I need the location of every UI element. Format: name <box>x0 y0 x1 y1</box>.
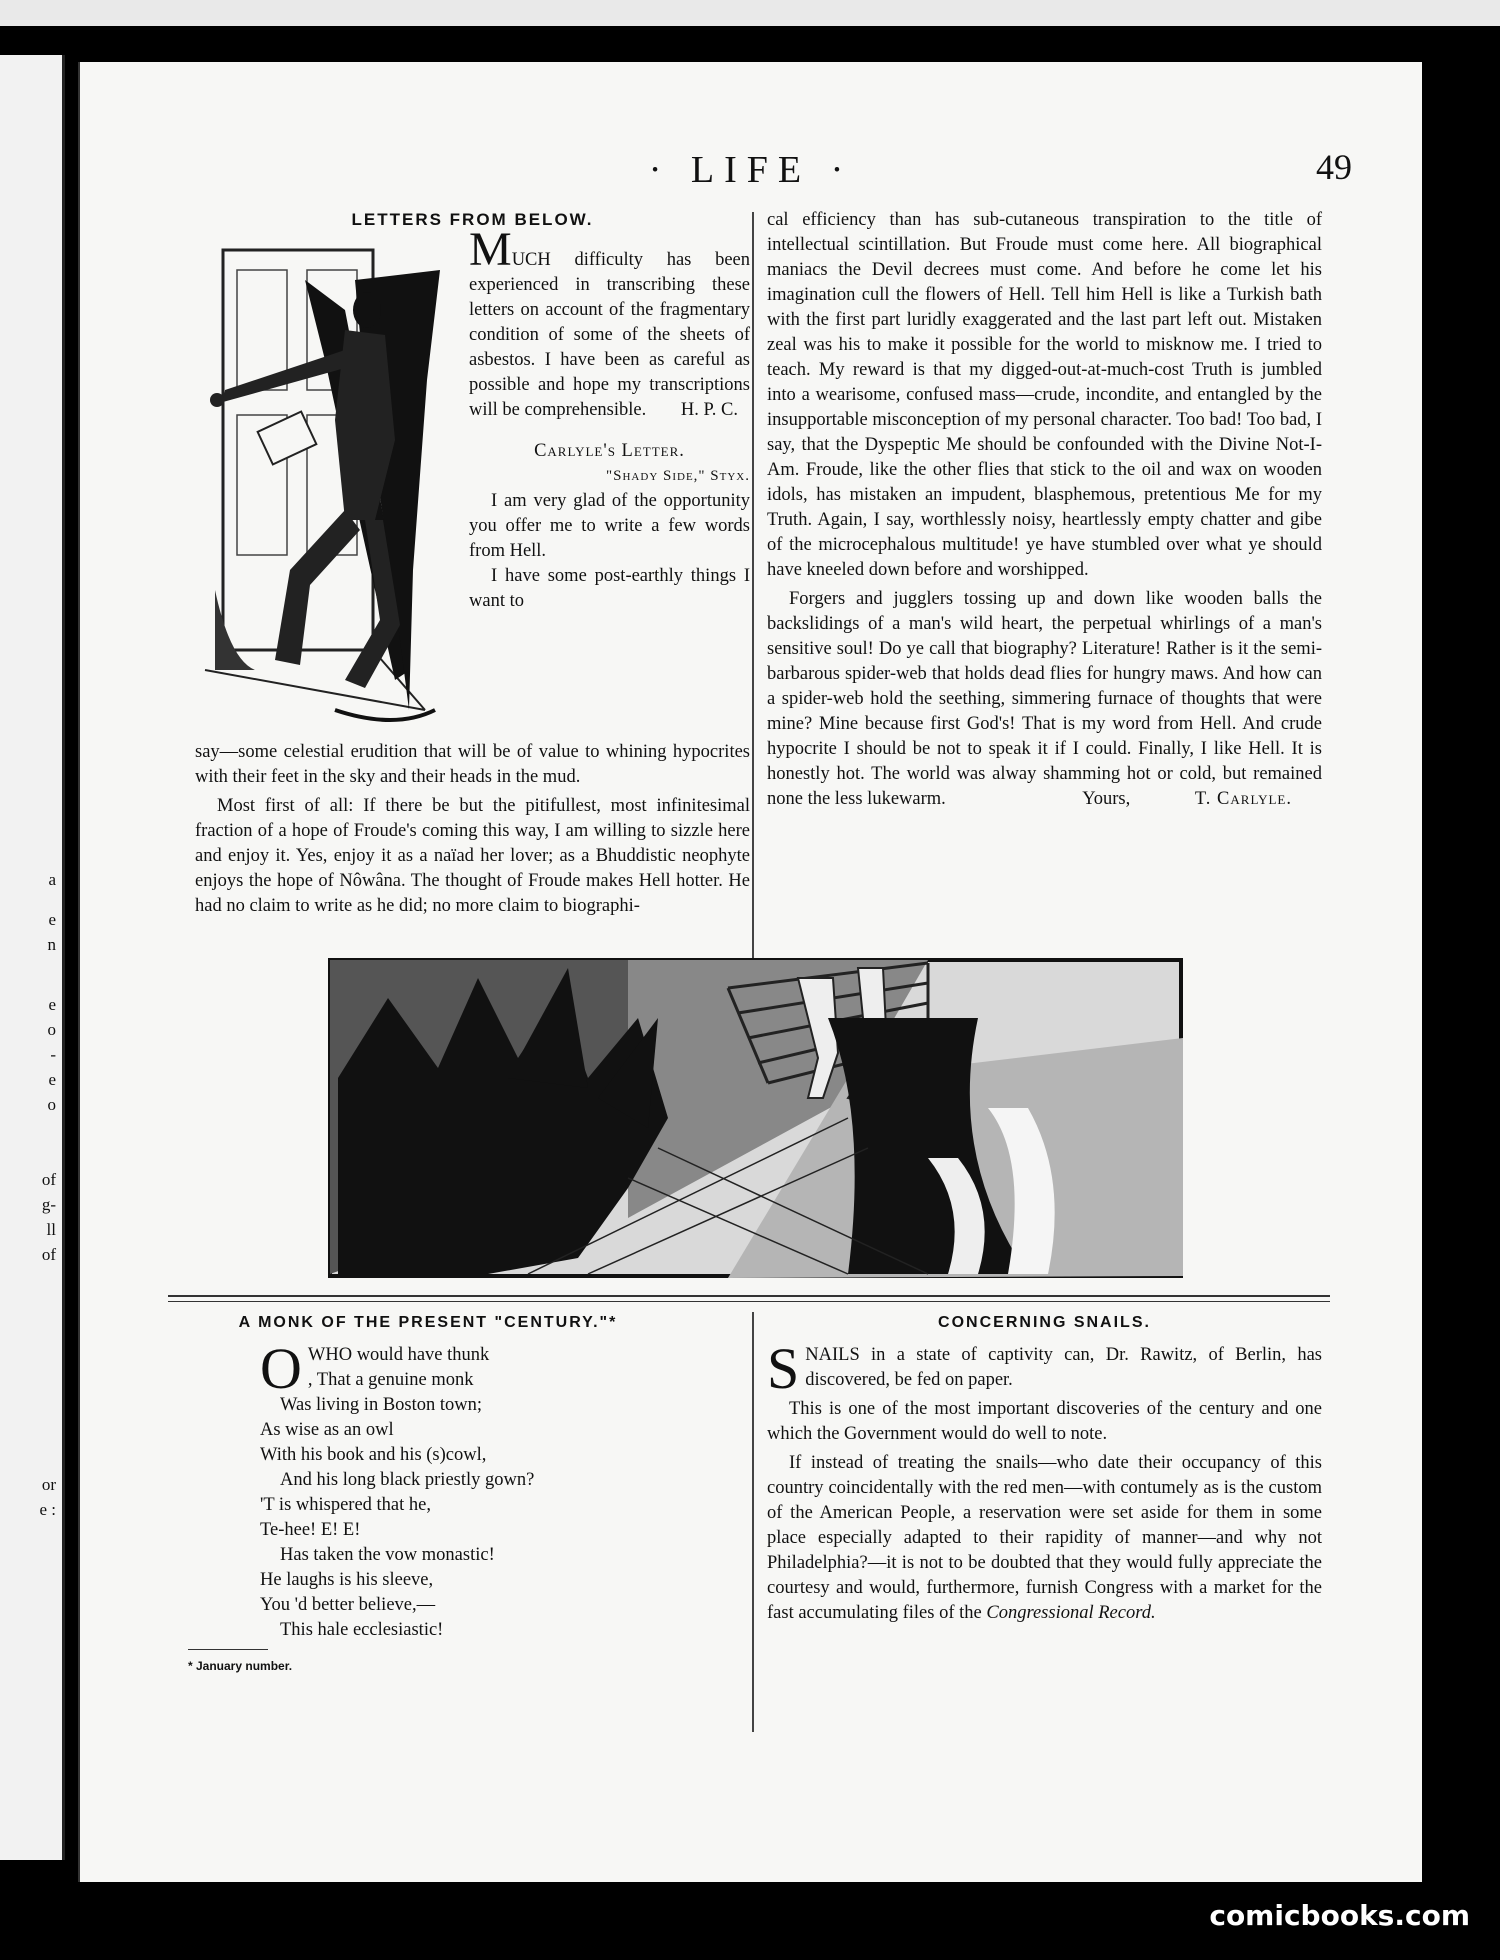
fragment-text: e <box>48 995 56 1014</box>
poem-line: , That a genuine monk <box>307 1370 474 1390</box>
fragment-text: a <box>48 870 56 889</box>
monk-dropcap: O <box>260 1336 302 1401</box>
poem-line: This hale ecclesiastic! <box>280 1620 444 1640</box>
hell-scene-illustration <box>328 958 1183 1278</box>
masthead-title: · LIFE · <box>648 149 854 191</box>
letter-paragraph-3: Most first of all: If there be but the pitifullest, most infinitesimal fraction of a hope of Froude's coming this way, I am willing to sizzle here and enjoy it. Yes, enjoy it as a naïad her lover; as a Bhuddistic neophyte enjoys the hope of Nôwâna. The thought of Froude makes Hell hotter. He had no claim to write as he did; no more claim to biographi- <box>195 796 750 916</box>
letter-title: Carlyle's Letter. <box>534 441 685 461</box>
intro-signature: H. P. C. <box>680 400 738 420</box>
section-divider <box>168 1295 1330 1302</box>
fragment-text: - <box>50 1045 56 1064</box>
poem-line: 'T is whispered that he, <box>260 1495 431 1515</box>
intro-text: UCH difficulty has been experienced in transcribing these letters on account of the fragmentary condition of some of the sheets of asbestos. I have been as careful as possible and hope my transcriptions will be comprehensible. <box>469 250 750 420</box>
poem-line: And his long black priestly gown? <box>280 1470 535 1490</box>
poem-line: You 'd better believe,— <box>260 1595 436 1615</box>
fragment-text: e <box>48 1070 56 1089</box>
snails-paragraph-2: This is one of the most important discoveries of the century and one which the Government would do well to note. <box>767 1399 1322 1444</box>
column-divider <box>752 1312 754 1732</box>
poem-line: Has taken the vow monastic! <box>280 1545 495 1565</box>
fragment-text: ll <box>46 1220 56 1239</box>
letter-paragraph-5: Forgers and jugglers tossing up and down like wooden balls the backslidings of a man's wild heart, the perpetual whirlings of a man's sensitive soul! Do ye call that biography? Literature! Rather is it the semi-barbarous spider-web that holds dead flies for hungry maws. And how can a spider-web hold the seething, simmering furnace of thoughts that were mine? Mine because first God's! That is my word from Hell. And crude hypocrite I should be not to speak it if I could. Finally, I like Hell. It is honestly hot. The world was alway shamming hot or cold, but remained none the less lukewarm. <box>767 589 1322 809</box>
snails-column <box>767 1310 1322 1626</box>
letter-signature: T. Carlyle. <box>1194 789 1292 809</box>
monk-heading: A MONK OF THE PRESENT "CENTURY."* <box>238 1314 618 1331</box>
letter-paragraph-1: I am very glad of the opportunity you offer me to write a few words from Hell. <box>469 491 750 561</box>
footnote-rule <box>188 1649 268 1650</box>
fragment-text: of <box>41 1170 56 1189</box>
fragment-text: g- <box>41 1195 56 1214</box>
snails-paragraph-1: NAILS in a state of captivity can, Dr. Rawitz, of Berlin, has discovered, be fed on paper. <box>805 1345 1322 1390</box>
letters-heading: LETTERS FROM BELOW. <box>351 210 594 229</box>
letter-paragraph-2-start: I have some post-earthly things I want to <box>469 566 750 611</box>
facing-page-fragment <box>0 55 65 1860</box>
intro-initial: M <box>469 223 512 276</box>
poem-line: He laughs is his sleeve, <box>260 1570 434 1590</box>
poem-line: As wise as an owl <box>260 1420 394 1440</box>
page-number: 49 <box>1316 147 1352 187</box>
snails-heading: CONCERNING SNAILS. <box>938 1314 1151 1331</box>
monk-poem-column <box>188 1310 668 1679</box>
fragment-text: of <box>41 1245 56 1264</box>
monk-footnote: * January number. <box>188 1659 293 1673</box>
letter-dateline: "Shady Side," Styx. <box>606 468 750 484</box>
previous-page-edge <box>0 0 1500 26</box>
devil-at-door-illustration <box>195 240 455 740</box>
magazine-page <box>78 62 1422 1882</box>
letter-paragraph-2-end: say—some celestial erudition that will be of value to whining hypocrites with their feet in the sky and their heads in the mud. <box>195 742 750 787</box>
fragment-text: o <box>47 1020 56 1039</box>
fragment-text: e <box>48 910 56 929</box>
poem-line: With his book and his (s)cowl, <box>260 1445 487 1465</box>
snails-paragraph-3: If instead of treating the snails—who date their occupancy of this country coincidentally with the red men—with contumely as is the custom of the American People, a reservation were set aside for them in some place especially adapted to their rapidity of manner—and why not Philadelphia?—it is not to be doubted that they would fully appreciate the courtesy and would, furthermore, furnish Congress with a market for the fast accumulating files of the <box>767 1453 1322 1623</box>
letters-column-left <box>195 207 750 919</box>
poem-line: Te-hee! E! E! <box>260 1520 361 1540</box>
fragment-text: or <box>41 1475 56 1494</box>
letters-column-right <box>767 208 1322 812</box>
letter-paragraph-4: cal efficiency than has sub-cutaneous transpiration to the title of intellectual scintillation. But Froude must come here. All biographical maniacs the Devil decrees must come. And before he come let his imagination cull the flowers of Hell. Tell him Hell is like a Turkish bath with the first part luridly exaggerated and the last part left out. Mistaken zeal was his to make it possible for the world to misknow me. I tried to teach. My reward is that my digged-out-at-much-cost Truth is jumbled into a wearisome, confused mass—crude, incondite, and entangled by the insupportable misconception of my personal character. Too bad! Too bad, I say, that the Dyspeptic Me should be confounded with the Divine Not-I-Am. Froude, like the other flies that stick to the oil and wax on wooden idols, has mistaken an impudent, blasphemous, pretentious Me for my Truth. Again, I say, worthlessly noisy, heartlessly empty chatter and gibe of the microcephalous multitude! ye have stumbled over what ye should have kneeled down before and worshipped. <box>767 210 1322 580</box>
snails-dropcap: S <box>767 1336 800 1401</box>
letter-closing: Yours, <box>1082 789 1131 809</box>
fragment-text: n <box>47 935 56 954</box>
fragment-text: o <box>47 1095 56 1114</box>
brand-watermark: comicbooks.com <box>1209 1899 1470 1932</box>
congressional-record-title: Congressional Record. <box>986 1603 1156 1623</box>
poem-line: WHO would have thunk <box>307 1345 490 1365</box>
fragment-text: e : <box>39 1500 56 1519</box>
poem-line: Was living in Boston town; <box>280 1395 483 1415</box>
column-divider <box>752 212 754 987</box>
